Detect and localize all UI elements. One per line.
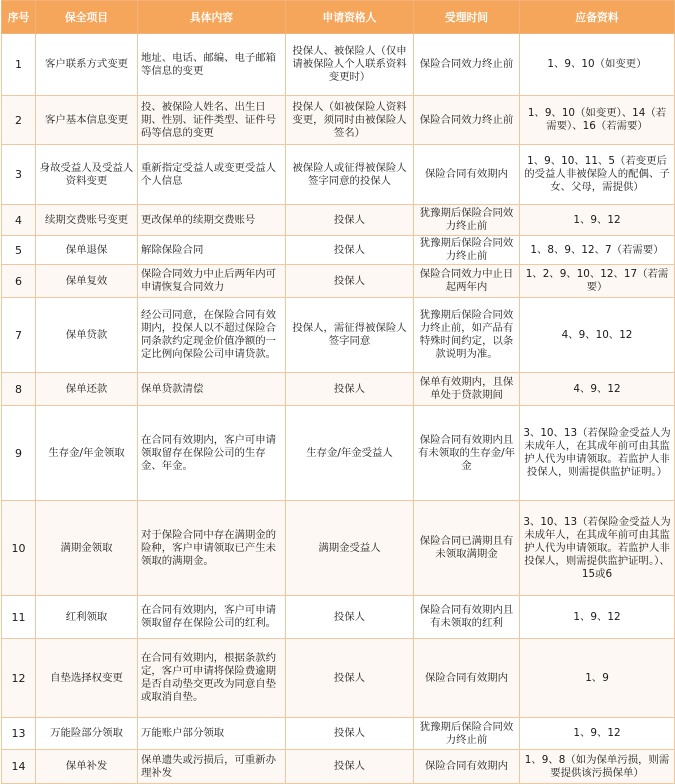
cell-number: 12 <box>2 639 36 718</box>
cell-time: 保险合同效力终止前 <box>414 96 520 145</box>
cell-number: 2 <box>2 96 36 145</box>
cell-content: 在合同有效期内，根据条款约定，客户可申请将保险费逾期是否自动垫交更改为同意自垫或取消自垫。 <box>138 639 286 718</box>
cell-number: 3 <box>2 145 36 205</box>
cell-number: 7 <box>2 298 36 373</box>
cell-applicant: 被保险人或征得被保险人签字同意的投保人 <box>286 145 414 205</box>
cell-content: 万能账户部分领取 <box>138 718 286 750</box>
cell-content: 保单贷款清偿 <box>138 373 286 406</box>
header-time: 受理时间 <box>414 1 520 34</box>
cell-service-item: 续期交费账号变更 <box>36 205 138 236</box>
cell-documents: 1、9、12 <box>520 596 675 639</box>
cell-applicant: 投保人、被保险人（仅申请被保险人个人联系资料变更时） <box>286 34 414 96</box>
cell-applicant: 投保人 <box>286 265 414 298</box>
cell-time: 犹豫期后保险合同效力终止前 <box>414 236 520 265</box>
cell-content: 更改保单的续期交费账号 <box>138 205 286 236</box>
cell-documents: 1、9 <box>520 639 675 718</box>
cell-number: 6 <box>2 265 36 298</box>
cell-documents: 3、10、13（若保险金受益人为未成年人，在其成年前可由其监护人代为申请领取。若监护人非投保人，则需提供监护证明。）、15或6 <box>520 501 675 596</box>
cell-content: 解除保险合同 <box>138 236 286 265</box>
table-header-row <box>2 1 675 34</box>
cell-time: 犹豫期后保险合同效力终止前，如产品有特殊时间约定，以条款说明为准。 <box>414 298 520 373</box>
table-row <box>2 373 675 406</box>
cell-service-item: 满期金领取 <box>36 501 138 596</box>
cell-documents: 1、9、10（如变更）、14（若需要）、16（若需要） <box>520 96 675 145</box>
cell-service-item: 生存金/年金领取 <box>36 406 138 501</box>
cell-content: 对于保险合同中存在满期金的险种，客户申请领取已产生未领取的满期金。 <box>138 501 286 596</box>
cell-content: 投、被保险人姓名、出生日期、性别、证件类型、证件号码等信息的变更 <box>138 96 286 145</box>
cell-documents: 4、9、12 <box>520 373 675 406</box>
cell-time: 犹豫期后保险合同效力终止前 <box>414 205 520 236</box>
cell-number: 4 <box>2 205 36 236</box>
header-content: 具体内容 <box>138 1 286 34</box>
cell-number: 1 <box>2 34 36 96</box>
cell-documents: 1、9、10（如变更） <box>520 34 675 96</box>
cell-documents: 4、9、10、12 <box>520 298 675 373</box>
cell-time: 保险合同效力终止前 <box>414 34 520 96</box>
table-row <box>2 750 675 784</box>
cell-number: 14 <box>2 750 36 784</box>
cell-service-item: 客户基本信息变更 <box>36 96 138 145</box>
table-row <box>2 145 675 205</box>
table-row <box>2 596 675 639</box>
cell-documents: 1、9、12 <box>520 718 675 750</box>
cell-applicant: 投保人（如被保险人资料变更，须同时由被保险人签名） <box>286 96 414 145</box>
cell-time: 保险合同有效期内 <box>414 750 520 784</box>
cell-number: 11 <box>2 596 36 639</box>
table-row <box>2 236 675 265</box>
cell-time: 保险合同已满期且有未领取满期金 <box>414 501 520 596</box>
cell-service-item: 红利领取 <box>36 596 138 639</box>
cell-number: 9 <box>2 406 36 501</box>
table-row <box>2 501 675 596</box>
cell-applicant: 投保人 <box>286 596 414 639</box>
cell-documents: 1、2、9、10、12、17（若需要） <box>520 265 675 298</box>
header-documents: 应备资料 <box>520 1 675 34</box>
cell-service-item: 身故受益人及受益人资料变更 <box>36 145 138 205</box>
cell-applicant: 投保人 <box>286 718 414 750</box>
table-row <box>2 639 675 718</box>
cell-applicant: 投保人 <box>286 639 414 718</box>
cell-content: 经公司同意，在保险合同有效期内，投保人以不超过保险合同条款约定现金价值净额的一定比例向保险公司申请贷款。 <box>138 298 286 373</box>
cell-service-item: 保单贷款 <box>36 298 138 373</box>
cell-time: 保险合同效力中止日起两年内 <box>414 265 520 298</box>
cell-service-item: 保单退保 <box>36 236 138 265</box>
cell-service-item: 客户联系方式变更 <box>36 34 138 96</box>
cell-applicant: 生存金/年金受益人 <box>286 406 414 501</box>
cell-applicant: 投保人 <box>286 236 414 265</box>
insurance-service-table <box>1 0 675 784</box>
cell-applicant: 满期金受益人 <box>286 501 414 596</box>
cell-service-item: 保单补发 <box>36 750 138 784</box>
cell-service-item: 万能险部分领取 <box>36 718 138 750</box>
cell-time: 保险合同有效期内且有未领取的生存金/年金 <box>414 406 520 501</box>
table-row <box>2 298 675 373</box>
header-number: 序号 <box>2 1 36 34</box>
cell-documents: 3、10、13（若保险金受益人为未成年人，在其成年前可由其监护人代为申请领取。若监护人非投保人，则需提供监护证明。） <box>520 406 675 501</box>
cell-documents: 1、9、10、11、5（若变更后的受益人非被保险人的配偶、子女、父母，需提供） <box>520 145 675 205</box>
cell-content: 保险合同效力中止后两年内可申请恢复合同效力 <box>138 265 286 298</box>
cell-documents: 1、9、8（如为保单污损，则需要提供该污损保单） <box>520 750 675 784</box>
cell-applicant: 投保人 <box>286 373 414 406</box>
cell-time: 保险合同有效期内且有未领取的红利 <box>414 596 520 639</box>
table-row <box>2 265 675 298</box>
header-applicant: 申请资格人 <box>286 1 414 34</box>
cell-content: 在合同有效期内，客户可申请领取留存在保险公司的红利。 <box>138 596 286 639</box>
cell-applicant: 投保人，需征得被保险人签字同意 <box>286 298 414 373</box>
table-row <box>2 205 675 236</box>
table-row <box>2 96 675 145</box>
cell-number: 13 <box>2 718 36 750</box>
cell-content: 地址、电话、邮编、电子邮箱等信息的变更 <box>138 34 286 96</box>
cell-service-item: 自垫选择权变更 <box>36 639 138 718</box>
cell-documents: 1、8、9、12、7（若需要） <box>520 236 675 265</box>
cell-content: 保单遗失或污损后，可重新办理补发 <box>138 750 286 784</box>
cell-time: 犹豫期后保险合同效力终止前 <box>414 718 520 750</box>
cell-time: 保险合同有效期内 <box>414 639 520 718</box>
table-row <box>2 34 675 96</box>
cell-number: 5 <box>2 236 36 265</box>
cell-content: 重新指定受益人或变更受益人个人信息 <box>138 145 286 205</box>
cell-time: 保单有效期内，且保单处于贷款期间 <box>414 373 520 406</box>
header-service-item: 保全项目 <box>36 1 138 34</box>
cell-service-item: 保单复效 <box>36 265 138 298</box>
cell-number: 8 <box>2 373 36 406</box>
cell-applicant: 投保人 <box>286 205 414 236</box>
table-row <box>2 718 675 750</box>
cell-content: 在合同有效期内，客户可申请领取留存在保险公司的生存金、年金。 <box>138 406 286 501</box>
cell-time: 保险合同有效期内 <box>414 145 520 205</box>
cell-service-item: 保单还款 <box>36 373 138 406</box>
cell-documents: 1、9、12 <box>520 205 675 236</box>
table-row <box>2 406 675 501</box>
cell-number: 10 <box>2 501 36 596</box>
cell-applicant: 投保人 <box>286 750 414 784</box>
